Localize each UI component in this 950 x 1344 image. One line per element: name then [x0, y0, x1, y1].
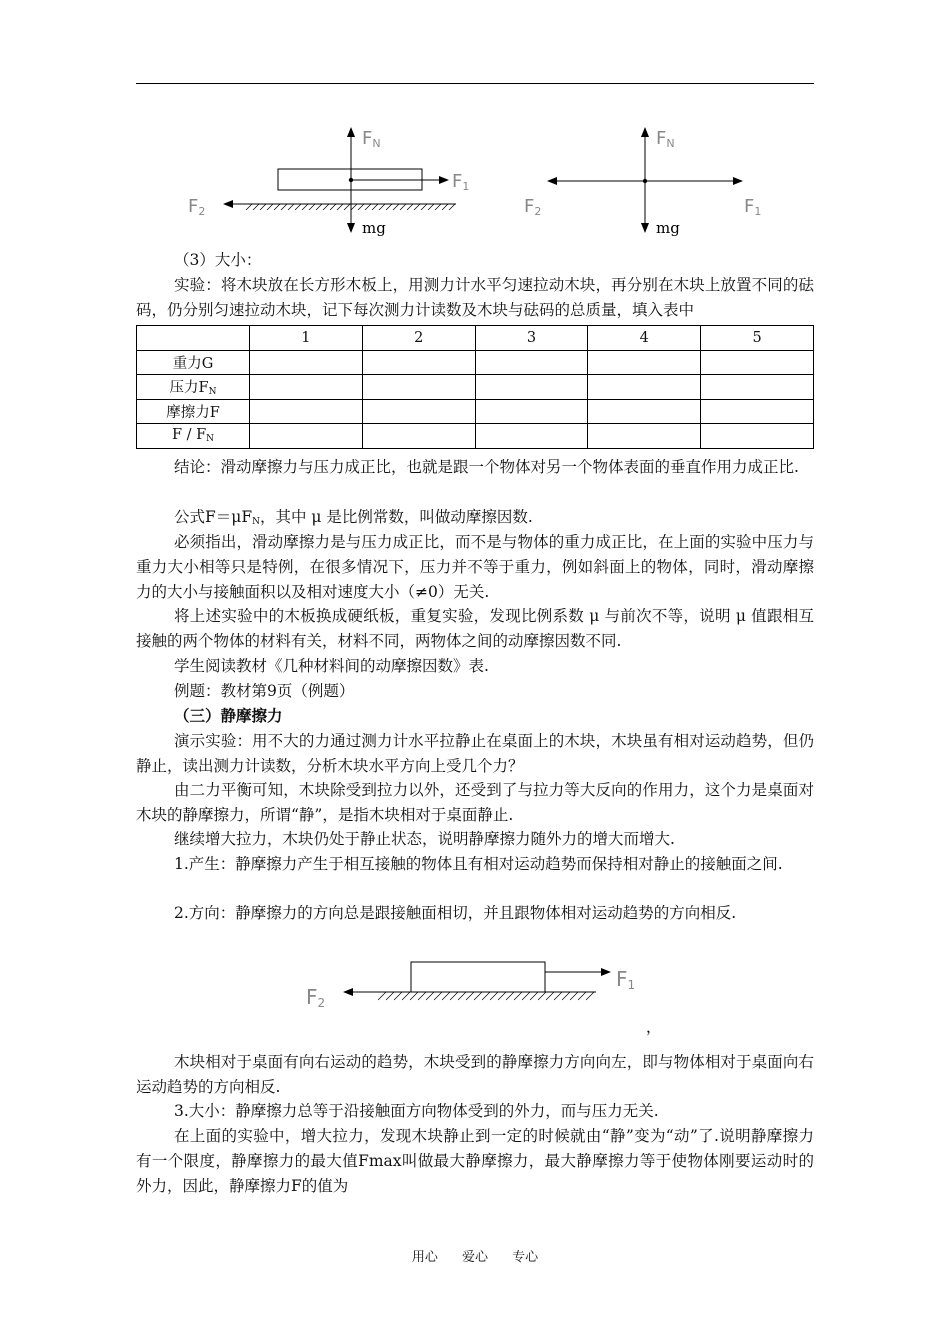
column-header: 5 — [701, 326, 814, 351]
friction-data-table — [136, 325, 814, 449]
fn-label: FN — [362, 128, 381, 150]
f2-label: F2 — [524, 196, 542, 218]
table-cell — [701, 375, 814, 400]
experiment-paragraph: 实验：将木块放在长方形木板上，用测力计水平匀速拉动木块，再分别在木块上放置不同的砝码，仍分别匀速拉动木块，记下每次测力计读数及木块与砝码的总质量，填入表中 — [136, 276, 814, 319]
f1-label: F1 — [452, 171, 470, 193]
table-cell — [475, 350, 588, 375]
f2-label: F2 — [306, 985, 326, 1010]
table-cell — [588, 399, 701, 424]
item-3-paragraph: 3.大小：静摩擦力总等于沿接触面方向物体受到的外力，而与压力无关. — [174, 1102, 659, 1120]
table-cell — [250, 350, 363, 375]
conclusion-paragraph: 结论：滑动摩擦力与压力成正比，也就是跟一个物体对另一个物体表面的垂直作用力成正比. — [174, 458, 799, 476]
f1-label: F1 — [744, 196, 762, 218]
table-cell — [250, 375, 363, 400]
table-cell — [701, 350, 814, 375]
table-row — [137, 424, 814, 449]
section-3-title: （3）大小： — [174, 251, 262, 269]
column-header: 3 — [475, 326, 588, 351]
table-row — [137, 375, 814, 400]
limit-paragraph: 在上面的实验中，增大拉力，发现木块静止到一定的时候就由“静”变为“动”了.说明静摩擦力有一个限度，静摩擦力的最大值Fmax叫做最大静摩擦力，最大静摩擦力等于使物体刚要运动时的外力，因此，静摩擦力F的值为 — [136, 1127, 814, 1195]
table-cell — [362, 399, 475, 424]
column-header: 2 — [362, 326, 475, 351]
table-row — [137, 350, 814, 375]
mg-label: mg — [362, 219, 386, 237]
table-cell — [362, 424, 475, 449]
force-diagram-block — [180, 120, 480, 240]
note-paragraph-2: 将上述实验中的木板换成硬纸板，重复实验，发现比例系数 μ 与前次不等，说明 μ 值跟相互接触的两个物体的材料有关，材料不同，两物体之间的动摩擦因数不同. — [136, 607, 814, 650]
table-cell — [250, 424, 363, 449]
table-cell — [701, 399, 814, 424]
row-header: 压力$F_N$ — [137, 375, 250, 400]
table-cell — [701, 424, 814, 449]
table-cell — [588, 350, 701, 375]
row-header: F / $F_N$ — [137, 424, 250, 449]
f2-label: F2 — [188, 196, 206, 218]
table-cell — [475, 424, 588, 449]
table-cell — [362, 350, 475, 375]
demo-paragraph: 演示实验：用不大的力通过测力计水平拉静止在桌面上的木块，木块虽有相对运动趋势，但仍静止，读出测力计读数，分析木块水平方向上受几个力？ — [136, 732, 814, 775]
wood-block — [411, 962, 545, 992]
table-cell — [475, 375, 588, 400]
item-2-paragraph: 2.方向：静摩擦力的方向总是跟接触面相切，并且跟物体相对运动趋势的方向相反. — [174, 904, 737, 922]
note-paragraph-1: 必须指出，滑动摩擦力是与压力成正比，而不是与物体的重力成正比，在上面的实验中压力与重力大小相等只是特例，在很多情况下，压力并不等于重力，例如斜面上的物体，同时，滑动摩擦力的大小与接触面积以及相对速度大小（≠0）无关. — [136, 533, 814, 601]
table-row — [137, 399, 814, 424]
column-header: 4 — [588, 326, 701, 351]
table-cell — [250, 399, 363, 424]
row-header: 重力G — [137, 350, 250, 375]
increase-paragraph: 继续增大拉力，木块仍处于静止状态，说明静摩擦力随外力的增大而增大. — [174, 830, 675, 848]
table-cell — [475, 399, 588, 424]
reading-paragraph: 学生阅读教材《几种材料间的动摩擦因数》表. — [174, 657, 489, 675]
table-cell — [588, 375, 701, 400]
static-friction-diagram — [300, 950, 680, 1040]
header-rule — [136, 83, 814, 84]
table-cell — [588, 424, 701, 449]
table-corner-cell — [137, 326, 250, 351]
example-paragraph: 例题：教材第9页（例题） — [174, 682, 355, 700]
section-static-friction-title: （三）静摩擦力 — [174, 707, 283, 725]
f1-label: F1 — [616, 967, 636, 992]
mg-label: mg — [656, 219, 680, 237]
comma-mark: ， — [646, 1018, 662, 1036]
footer-word: 爱心 — [461, 1250, 488, 1265]
force-diagram-particle — [520, 120, 780, 240]
column-header: 1 — [250, 326, 363, 351]
footer-word: 用心 — [411, 1250, 438, 1265]
table-cell — [362, 375, 475, 400]
row-header: 摩擦力F — [137, 399, 250, 424]
table-header-row — [137, 326, 814, 351]
fn-label: FN — [656, 128, 675, 150]
footer-word: 专心 — [512, 1250, 539, 1265]
item-1-paragraph: 1.产生：静摩擦力产生于相互接触的物体且有相对运动趋势而保持相对静止的接触面之间. — [174, 855, 783, 873]
formula-paragraph: 公式$F=\mu F_N$，其中 μ 是比例常数，叫做动摩擦因数. — [174, 508, 533, 527]
trend-paragraph: 木块相对于桌面有向右运动的趋势，木块受到的静摩擦力方向向左，即与物体相对于桌面向右运动趋势的方向相反. — [136, 1053, 814, 1096]
balance-paragraph: 由二力平衡可知，木块除受到拉力以外，还受到了与拉力等大反向的作用力，这个力是桌面对木块的静摩擦力，所谓“静”，是指木块相对于桌面静止. — [136, 781, 814, 824]
page-footer — [0, 1246, 950, 1265]
